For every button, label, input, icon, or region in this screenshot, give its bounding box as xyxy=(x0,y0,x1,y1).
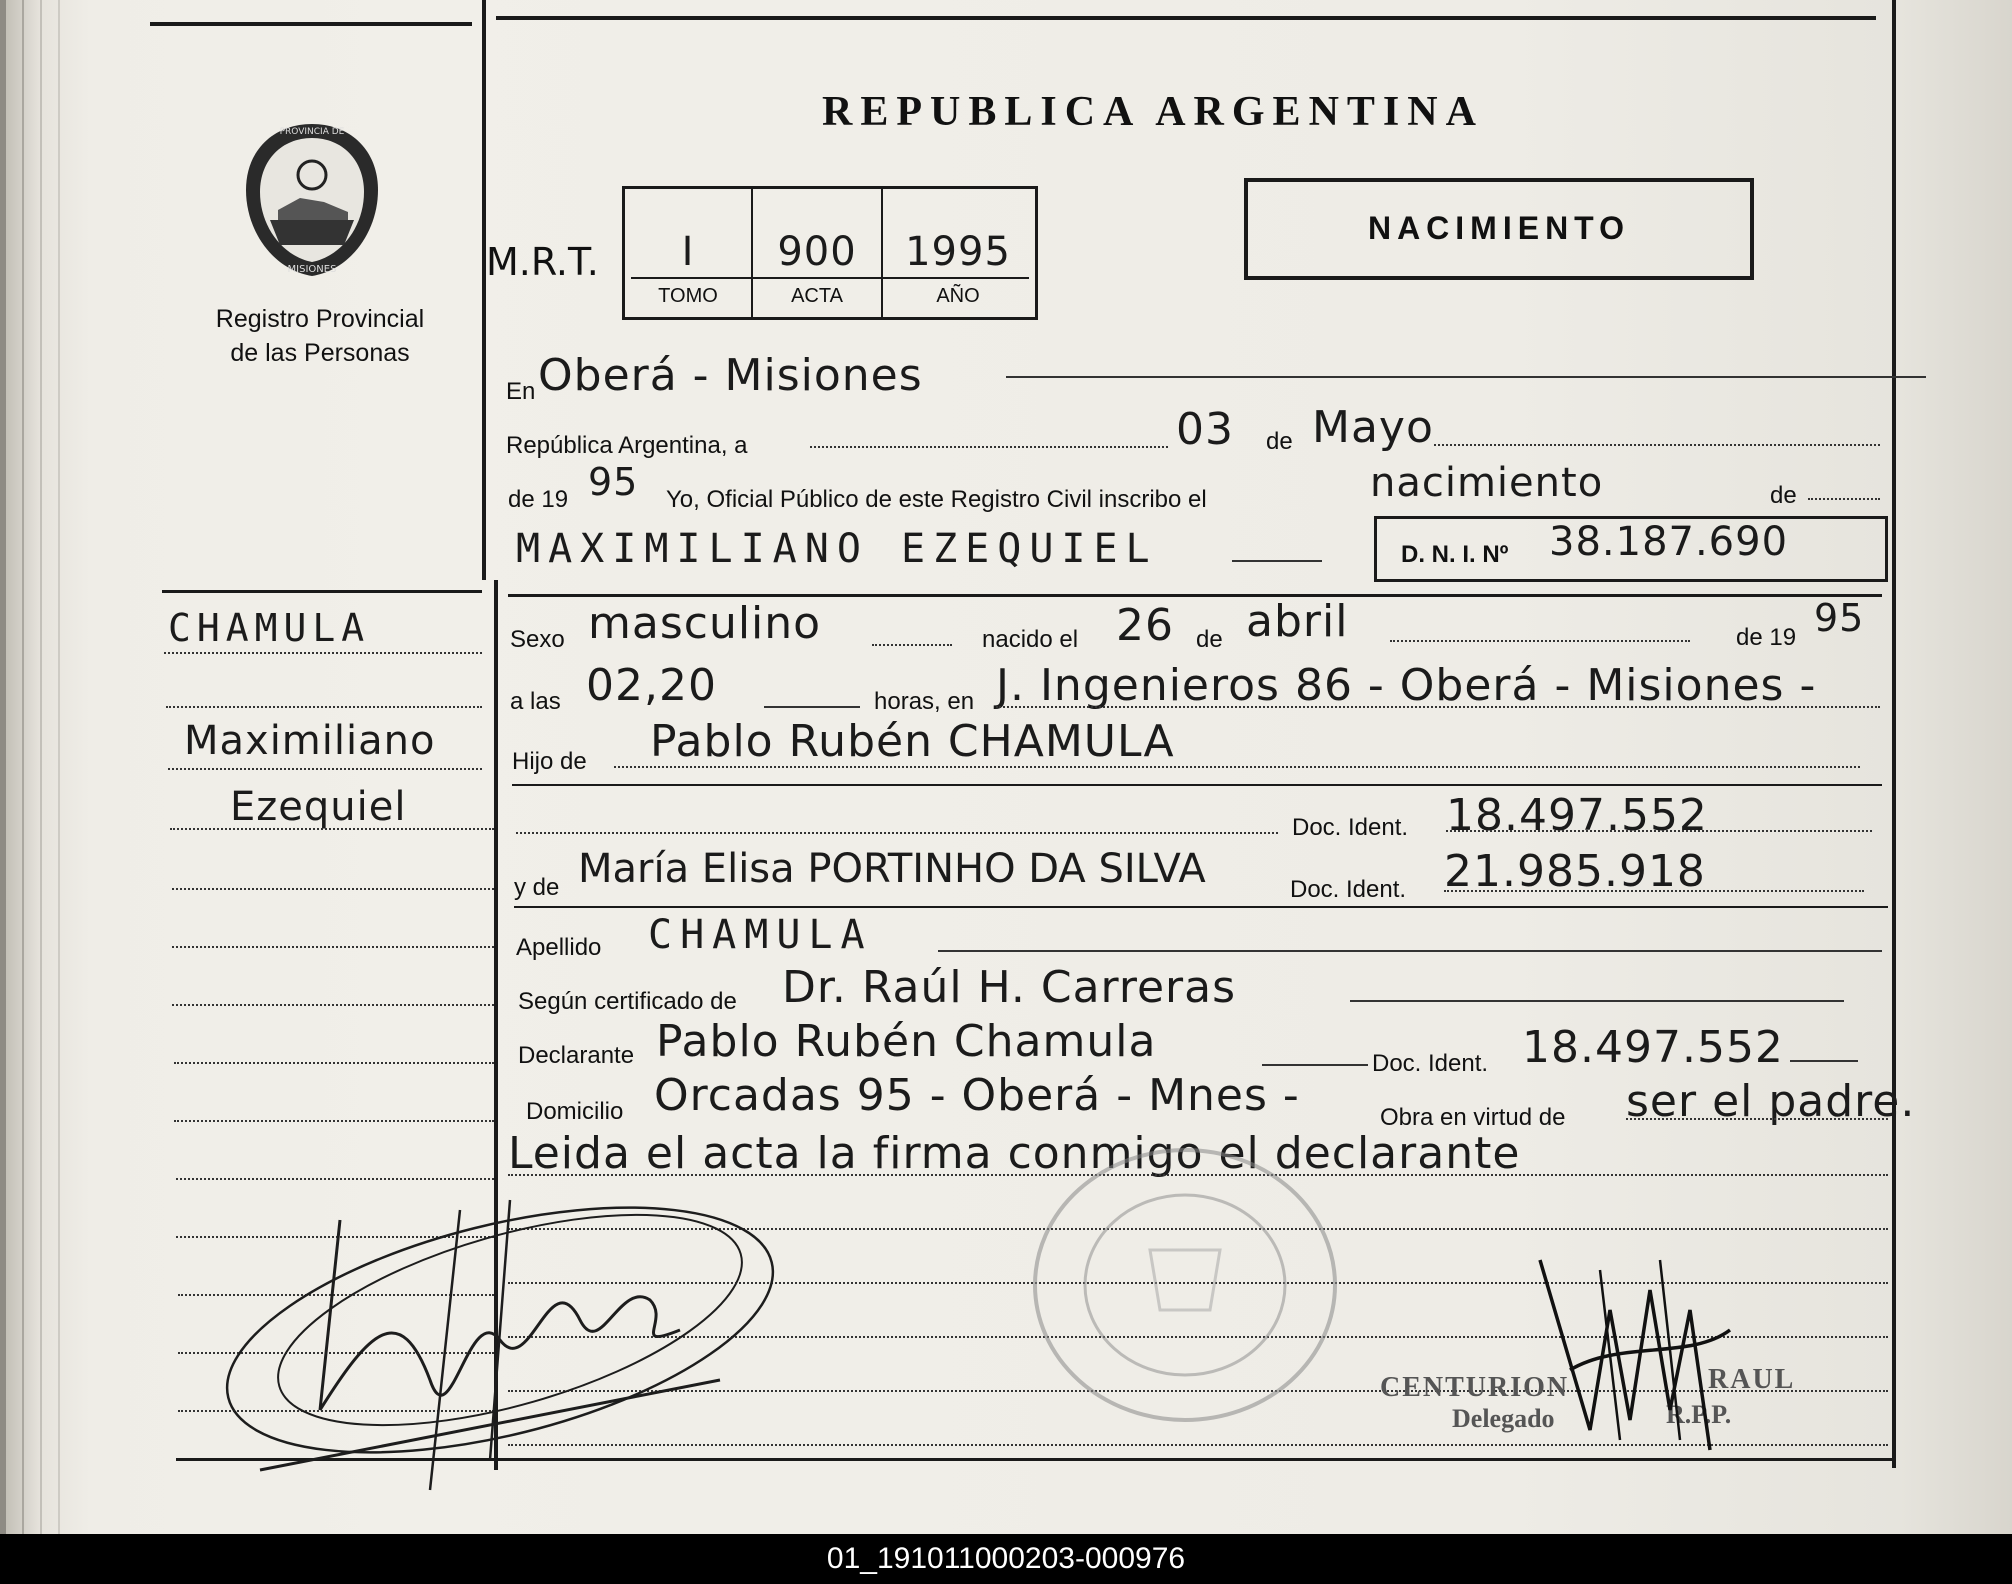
doc-label: Doc. Ident. xyxy=(1292,814,1409,841)
horas-label: horas, en xyxy=(874,688,975,715)
doc-label: Doc. Ident. xyxy=(1372,1050,1489,1077)
birth-month-value: abril xyxy=(1246,596,1349,647)
domicilio-label: Domicilio xyxy=(526,1098,624,1125)
mother-value: María Elisa PORTINHO DA SILVA xyxy=(578,846,1206,892)
de-label: de xyxy=(1266,428,1293,455)
name-line xyxy=(1232,560,1322,562)
record-box xyxy=(622,186,1038,320)
declarant-signature xyxy=(200,1180,800,1500)
closing-text: Leida el acta la firma conmigo el declarante xyxy=(508,1128,1521,1179)
top-rule-right xyxy=(496,16,1876,20)
sexo-label: Sexo xyxy=(510,626,565,653)
margin-dotted-line xyxy=(174,1062,494,1064)
a-las-label: a las xyxy=(510,688,561,715)
anio-value: 1995 xyxy=(905,229,1011,275)
margin-rule xyxy=(162,590,482,593)
hijo-label: Hijo de xyxy=(512,748,587,775)
certificado-value: Dr. Raúl H. Carreras xyxy=(782,962,1237,1013)
inscription-value: nacimiento xyxy=(1370,460,1604,506)
birth-place-value: J. Ingenieros 86 - Oberá - Misiones - xyxy=(996,660,1817,711)
dni-value: 38.187.690 xyxy=(1549,519,1789,565)
margin-surname: CHAMULA xyxy=(168,606,371,650)
page-edge xyxy=(58,0,60,1534)
margin-dotted-line xyxy=(170,828,494,830)
anio-label: AÑO xyxy=(936,285,980,307)
official-name: CENTURION xyxy=(1380,1372,1570,1403)
dni-label: D. N. I. Nº xyxy=(1401,541,1509,568)
official-title-end: R.P.P. xyxy=(1666,1400,1732,1429)
apellido-label: Apellido xyxy=(516,934,602,961)
birth-month-line xyxy=(1390,640,1690,642)
margin-dotted-line xyxy=(172,1004,494,1006)
seal-text: PROVINCIA DE xyxy=(279,127,345,137)
doc-line xyxy=(516,832,1278,834)
declarante-line xyxy=(1262,1064,1368,1066)
republica-label: República Argentina, a xyxy=(506,432,748,459)
margin-dotted-line xyxy=(166,706,482,708)
birth-day-value: 26 xyxy=(1116,600,1174,651)
tomo-label: TOMO xyxy=(658,285,718,307)
declarante-doc-line xyxy=(1790,1060,1858,1062)
right-border xyxy=(1892,0,1896,1468)
segun-label: Según certificado de xyxy=(518,988,737,1015)
official-name-end: RAUL xyxy=(1708,1364,1796,1395)
acta-label: ACTA xyxy=(791,285,843,307)
official-stamp-icon xyxy=(1020,1140,1350,1430)
month-line xyxy=(1434,444,1880,446)
place-value: Oberá - Misiones xyxy=(538,350,923,401)
apellido-line xyxy=(938,950,1882,952)
de-label: de xyxy=(1196,626,1223,653)
de-line xyxy=(1808,498,1880,500)
dni-box xyxy=(1374,516,1888,582)
agency-line: Registro Provincial xyxy=(215,305,425,333)
father-doc-value: 18.497.552 xyxy=(1446,790,1708,841)
record-rule xyxy=(631,277,1029,279)
declarante-value: Pablo Rubén Chamula xyxy=(656,1016,1157,1067)
margin-given-name: Maximiliano xyxy=(184,718,436,764)
inscription-text: Yo, Oficial Público de este Registro Civil inscribo el xyxy=(666,486,1207,513)
page-edge xyxy=(40,0,42,1534)
sexo-value: masculino xyxy=(588,598,822,649)
record-prefix: M.R.T. xyxy=(486,240,599,284)
obra-label: Obra en virtud de xyxy=(1380,1104,1566,1131)
agency-name xyxy=(170,302,470,370)
binding-edge xyxy=(0,0,6,1534)
column-divider xyxy=(482,0,486,580)
month-value: Mayo xyxy=(1312,402,1434,453)
place-line xyxy=(1006,376,1926,378)
margin-dotted-line xyxy=(172,888,494,890)
act-type: NACIMIENTO xyxy=(1367,210,1631,246)
nacido-label: nacido el xyxy=(982,626,1079,653)
provincial-seal-icon xyxy=(240,120,385,280)
father-value: Pablo Rubén CHAMULA xyxy=(650,716,1175,767)
time-value: 02,20 xyxy=(586,660,717,711)
de19-label: de 19 xyxy=(508,486,569,513)
official-signature xyxy=(1530,1250,1740,1460)
declarante-label: Declarante xyxy=(518,1042,635,1069)
seal-text: MISIONES xyxy=(287,264,337,275)
birth-year-value: 95 xyxy=(1814,596,1865,640)
margin-dotted-line xyxy=(174,1120,494,1122)
mother-doc-line xyxy=(1444,890,1864,892)
top-rule-left xyxy=(150,22,472,26)
margin-dotted-line xyxy=(172,946,494,948)
agency-line: de las Personas xyxy=(230,339,410,367)
father-line xyxy=(614,766,1860,768)
section-rule xyxy=(508,594,1882,597)
declarante-doc-value: 18.497.552 xyxy=(1522,1022,1784,1073)
official-title: Delegado xyxy=(1452,1404,1555,1433)
father-doc-line xyxy=(1446,830,1872,832)
obra-line xyxy=(1626,1118,1888,1120)
act-type-box xyxy=(1244,178,1754,280)
de-label: de xyxy=(1770,482,1797,509)
time-line xyxy=(764,706,860,708)
year-value: 95 xyxy=(588,460,639,504)
en-label: En xyxy=(506,378,536,405)
acta-value: 900 xyxy=(777,229,857,275)
sexo-line xyxy=(872,644,952,646)
day-value: 03 xyxy=(1176,404,1234,455)
child-name-value: MAXIMILIANO EZEQUIEL xyxy=(516,526,1158,572)
birth-place-line xyxy=(996,706,1880,708)
section-rule xyxy=(514,906,1888,908)
margin-dotted-line xyxy=(168,768,482,770)
tomo-value: I xyxy=(681,229,695,275)
image-caption: 01_191011000203-000976 xyxy=(0,1534,2012,1584)
day-line xyxy=(810,446,1168,448)
de19-label: de 19 xyxy=(1736,624,1797,651)
apellido-value: CHAMULA xyxy=(648,912,873,958)
margin-given-name: Ezequiel xyxy=(230,784,407,830)
obra-value: ser el padre. xyxy=(1626,1076,1916,1127)
certificado-line xyxy=(1350,1000,1844,1002)
page-edge xyxy=(22,0,24,1534)
domicilio-value: Orcadas 95 - Oberá - Mnes - xyxy=(654,1070,1300,1121)
section-rule xyxy=(512,784,1882,786)
y-de-label: y de xyxy=(514,874,560,901)
country-title: REPUBLICA ARGENTINA xyxy=(822,89,1484,135)
doc-label: Doc. Ident. xyxy=(1290,876,1407,903)
margin-dotted-line xyxy=(164,652,482,654)
mother-doc-value: 21.985.918 xyxy=(1444,846,1706,897)
